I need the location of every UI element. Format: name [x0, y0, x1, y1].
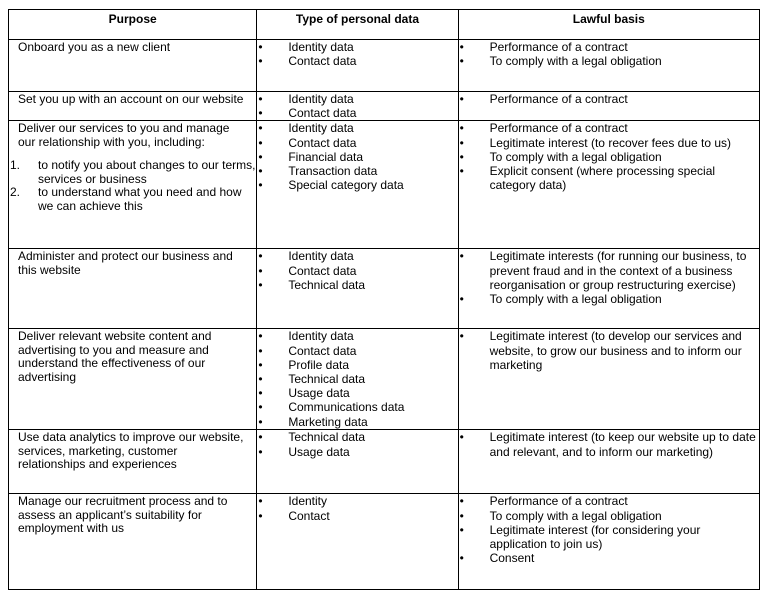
table-row	[9, 40, 760, 92]
purpose-cell	[9, 430, 257, 494]
lawful-basis-item: • To comply with a legal obligation	[459, 509, 759, 523]
data-type-item: • Identity data	[257, 329, 457, 343]
lawful-basis-list	[459, 430, 759, 458]
data-type-list	[257, 92, 457, 120]
data-type-cell	[257, 494, 458, 590]
data-type-item: • Financial data	[257, 150, 457, 164]
data-type-item: • Profile data	[257, 358, 457, 372]
table-row	[9, 494, 760, 590]
lawful-basis-item: • Performance of a contract	[459, 40, 759, 54]
lawful-basis-cell	[458, 329, 759, 430]
purpose-cell	[9, 494, 257, 590]
data-type-item: • Marketing data	[257, 415, 457, 429]
data-type-item: • Identity data	[257, 249, 457, 263]
data-type-list	[257, 40, 457, 68]
lawful-basis-cell	[458, 249, 759, 329]
lawful-basis-item: • Legitimate interest (to keep our website up to date and relevant, and to inform our marketing)	[459, 430, 759, 458]
data-type-cell	[257, 329, 458, 430]
data-type-item: • Identity data	[257, 40, 457, 54]
lawful-basis-list	[459, 121, 759, 192]
data-type-cell	[257, 430, 458, 494]
data-type-item: • Technical data	[257, 372, 457, 386]
lawful-basis-item: • Legitimate interests (for running our business, to prevent fraud and in the context of a business reorganisation or group restructuring exercise)	[459, 249, 759, 292]
header-lawful-basis: Lawful basis	[458, 10, 759, 40]
lawful-basis-list	[459, 494, 759, 565]
data-type-list	[257, 249, 457, 292]
lawful-basis-cell	[458, 430, 759, 494]
purpose-text: Administer and protect our business and this website	[18, 249, 233, 277]
lawful-basis-item: • To comply with a legal obligation	[459, 54, 759, 68]
lawful-basis-list	[459, 92, 759, 106]
lawful-basis-item: • Legitimate interest (for considering your application to join us)	[459, 523, 759, 551]
table-row	[9, 92, 760, 121]
purpose-subitem	[9, 186, 256, 213]
lawful-basis-list	[459, 329, 759, 372]
lawful-basis-item: • Performance of a contract	[459, 92, 759, 106]
purpose-text: Manage our recruitment process and to assess an applicant’s suitability for employment with us	[18, 494, 228, 536]
data-type-list	[257, 430, 457, 458]
lawful-basis-item: • Performance of a contract	[459, 494, 759, 508]
purpose-cell	[9, 92, 257, 121]
data-type-list	[257, 121, 457, 192]
data-type-item: • Technical data	[257, 278, 457, 292]
data-type-item: • Contact data	[257, 264, 457, 278]
data-type-cell	[257, 121, 458, 249]
purpose-cell	[9, 249, 257, 329]
header-purpose: Purpose	[9, 10, 257, 40]
data-type-item: • Contact	[257, 509, 457, 523]
data-type-item: • Identity data	[257, 121, 457, 135]
data-type-list	[257, 494, 457, 522]
purpose-cell	[9, 329, 257, 430]
data-type-item: • Communications data	[257, 400, 457, 414]
table-row	[9, 249, 760, 329]
lawful-basis-item: • Performance of a contract	[459, 121, 759, 135]
lawful-basis-cell	[458, 121, 759, 249]
lawful-basis-cell	[458, 40, 759, 92]
subitem-text: to notify you about changes to our terms, services or business	[38, 158, 256, 186]
purpose-text: Deliver relevant website content and advertising to you and measure and understand the effectiveness of our advertising	[18, 329, 212, 384]
data-type-item: • Identity	[257, 494, 457, 508]
data-type-cell	[257, 92, 458, 121]
data-type-item: • Contact data	[257, 136, 457, 150]
data-type-item: • Special category data	[257, 178, 457, 192]
lawful-basis-item: • To comply with a legal obligation	[459, 292, 759, 306]
data-type-list	[257, 329, 457, 428]
purpose-text: Use data analytics to improve our website, services, marketing, customer relationships and experiences	[18, 430, 244, 472]
data-type-item: • Identity data	[257, 92, 457, 106]
lawful-basis-cell	[458, 92, 759, 121]
purpose-cell	[9, 121, 257, 249]
data-type-item: • Contact data	[257, 106, 457, 120]
data-type-cell	[257, 40, 458, 92]
purpose-sublist	[9, 159, 256, 213]
lawful-basis-item: • Consent	[459, 551, 759, 565]
purpose-subitem	[9, 159, 256, 186]
purpose-text: Deliver our services to you and manage our relationship with you, including:	[18, 121, 230, 149]
subitem-number: 1.	[10, 158, 21, 173]
data-type-item: • Transaction data	[257, 164, 457, 178]
data-type-cell	[257, 249, 458, 329]
data-type-item: • Contact data	[257, 54, 457, 68]
table-row	[9, 329, 760, 430]
table-row	[9, 121, 760, 249]
subitem-text: to understand what you need and how we can achieve this	[38, 185, 242, 213]
subitem-number: 2.	[10, 185, 21, 200]
data-type-item: • Usage data	[257, 386, 457, 400]
data-type-item: • Contact data	[257, 344, 457, 358]
data-type-item: • Technical data	[257, 430, 457, 444]
lawful-basis-item: • To comply with a legal obligation	[459, 150, 759, 164]
table-header-row	[9, 10, 760, 40]
data-type-item: • Usage data	[257, 445, 457, 459]
purpose-cell	[9, 40, 257, 92]
data-processing-table	[8, 9, 760, 590]
lawful-basis-item: • Legitimate interest (to develop our services and website, to grow our business and to inform our marketing	[459, 329, 759, 372]
lawful-basis-item: • Legitimate interest (to recover fees due to us)	[459, 136, 759, 150]
purpose-text: Onboard you as a new client	[18, 40, 171, 54]
purpose-text: Set you up with an account on our website	[18, 92, 244, 106]
lawful-basis-cell	[458, 494, 759, 590]
lawful-basis-list	[459, 249, 759, 306]
header-type-of-personal-data: Type of personal data	[257, 10, 458, 40]
table-row	[9, 430, 760, 494]
lawful-basis-list	[459, 40, 759, 68]
lawful-basis-item: • Explicit consent (where processing special category data)	[459, 164, 759, 192]
